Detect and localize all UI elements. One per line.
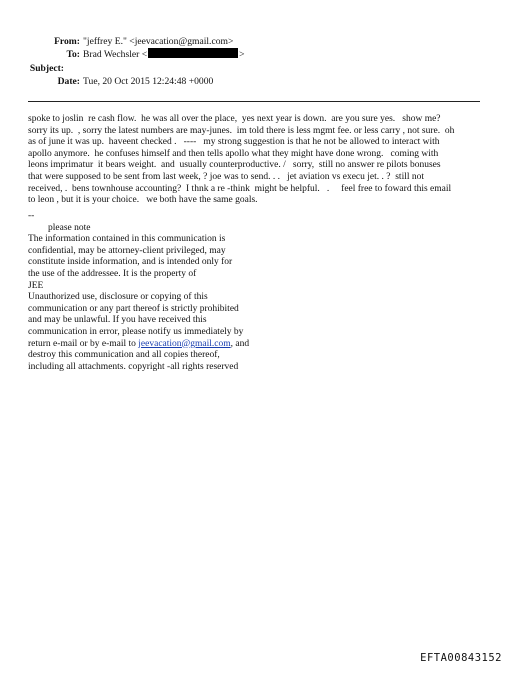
return-prefix: return e-mail or by e-mail to bbox=[28, 338, 139, 349]
date-value: Tue, 20 Oct 2015 12:24:48 +0000 bbox=[83, 76, 214, 87]
disclaimer-line: including all attachments. copyright -all rights reserved bbox=[28, 361, 239, 372]
disclaimer-line: communication or any part thereof is strictly prohibited bbox=[28, 303, 239, 314]
disclaimer-line: The information contained in this communication is bbox=[28, 234, 226, 245]
to-label: To: bbox=[66, 49, 80, 60]
disclaimer-line: the use of the addressee. It is the property of bbox=[28, 268, 197, 279]
message-line: as of june it was up. haveent checked . ---- my strong suggestion is that he not be allowed to interact with bbox=[28, 137, 440, 148]
message-line: to leon , but it is your choice. we both have the same goals. bbox=[28, 195, 258, 206]
disclaimer-line: and may be unlawful. If you have received this bbox=[28, 315, 207, 326]
message-line: received, . bens townhouse accounting? I thnk a re -think might be helpful. . feel free to foward this email bbox=[28, 183, 452, 194]
signature-block bbox=[28, 211, 288, 373]
please-note: please note bbox=[48, 222, 91, 233]
message-line: sorry its up. , sorry the latest numbers are may-junes. im told there is less mgmt fee. or less carry , not sure. oh bbox=[28, 125, 455, 136]
return-suffix: , and bbox=[230, 338, 250, 349]
subject-label: Subject: bbox=[29, 63, 64, 74]
redaction-block bbox=[148, 48, 238, 58]
disclaimer-line: JEE bbox=[28, 280, 44, 291]
to-value bbox=[83, 48, 245, 61]
message-line: apollo anymore. he confuses himself and then tells apollo what they might have done wrong. coming with bbox=[28, 148, 439, 159]
disclaimer-line: destroy this communication and all copies thereof, bbox=[28, 350, 220, 361]
to-value-end: > bbox=[239, 49, 245, 60]
header-divider bbox=[28, 101, 480, 102]
disclaimer-line: constitute inside information, and is intended only for bbox=[28, 257, 233, 268]
message-line: spoke to joslin re cash flow. he was all over the place, yes next year is down. are you sure yes. show me? bbox=[28, 114, 441, 124]
message-body bbox=[28, 114, 483, 207]
document-id: EFTA00843152 bbox=[420, 652, 502, 664]
message-line: that were supposed to be sent from last week, ? joe was to send. . . jet aviation vs execu jet. . ? still not bbox=[28, 171, 424, 182]
to-name: Brad Wechsler < bbox=[83, 49, 148, 60]
from-value: "jeffrey E." <jeevacation@gmail.com> bbox=[83, 36, 234, 47]
email-link[interactable]: jeevacation@gmail.com bbox=[138, 338, 231, 349]
disclaimer-return-line bbox=[28, 339, 288, 351]
from-label: From: bbox=[54, 36, 80, 47]
message-line: leons imprimatur it bears weight. and usually counterproductive. / sorry, still no answer re pilots bonuses bbox=[28, 160, 441, 171]
disclaimer-line: confidential, may be attorney-client privileged, may bbox=[28, 245, 226, 256]
disclaimer-line: communication in error, please notify us immediately by bbox=[28, 326, 244, 337]
disclaimer-line: Unauthorized use, disclosure or copying of this bbox=[28, 292, 208, 303]
date-label: Date: bbox=[57, 76, 80, 87]
signature-dash: -- bbox=[28, 211, 35, 221]
